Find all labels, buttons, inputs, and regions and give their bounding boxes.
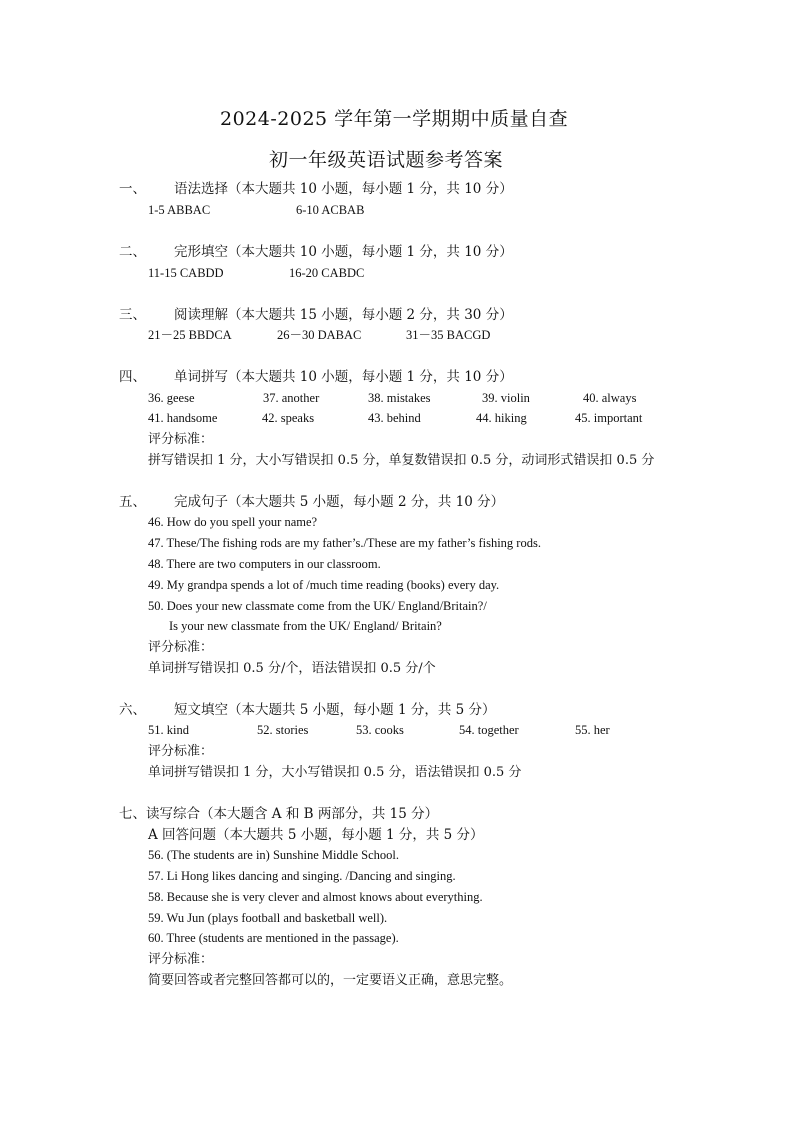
- sentence-answer: 49. My grandpa spends a lot of /much time reading (books) every day.: [148, 578, 500, 592]
- word-answer: 40. always: [583, 391, 637, 405]
- sentence-answer: 50. Does your new classmate come from the UK/ England/Britain?/: [148, 599, 487, 613]
- criteria-label: 评分标准：: [148, 432, 214, 447]
- word-answer: 54. together: [459, 723, 519, 737]
- section-1-answer: 1-5 ABBAC: [148, 203, 211, 217]
- section-3-answer: 31－35 BACGD: [406, 328, 491, 342]
- word-answer: 53. cooks: [356, 723, 404, 737]
- word-answer: 44. hiking: [476, 411, 527, 425]
- section-7-subheading: A 回答问题（本大题共 5 小题，每小题 1 分，共 5 分）: [148, 827, 484, 843]
- word-answer: 41. handsome: [148, 411, 218, 425]
- criteria-text: 单词拼写错误扣 0.5 分/个，语法错误扣 0.5 分/个: [148, 661, 436, 676]
- sentence-answer: 48. There are two computers in our classroom.: [148, 557, 381, 571]
- word-answer: 38. mistakes: [368, 391, 431, 405]
- criteria-text: 单词拼写错误扣 1 分，大小写错误扣 0.5 分，语法错误扣 0.5 分: [148, 765, 522, 780]
- section-5-number: 五、: [119, 494, 146, 510]
- criteria-label: 评分标准：: [148, 744, 214, 759]
- word-answer: 39. violin: [482, 391, 530, 405]
- section-3-answer: 26－30 DABAC: [277, 328, 362, 342]
- criteria-label: 评分标准：: [148, 952, 214, 967]
- section-3-number: 三、: [119, 307, 146, 323]
- section-2-answer: 11-15 CABDD: [148, 266, 224, 280]
- section-3-heading: 阅读理解（本大题共 15 小题，每小题 2 分，共 30 分）: [174, 307, 513, 323]
- sentence-answer: 46. How do you spell your name?: [148, 515, 318, 529]
- question-answer: 57. Li Hong likes dancing and singing. /Dancing and singing.: [148, 869, 456, 883]
- section-6-number: 六、: [119, 702, 146, 718]
- question-answer: 60. Three (students are mentioned in the passage).: [148, 931, 399, 945]
- section-6-heading: 短文填空（本大题共 5 小题，每小题 1 分，共 5 分）: [174, 702, 496, 718]
- document-subtitle: 初一年级英语试题参考答案: [269, 149, 504, 171]
- word-answer: 55. her: [575, 723, 610, 737]
- question-answer: 56. (The students are in) Sunshine Middle School.: [148, 848, 400, 862]
- word-answer: 43. behind: [368, 411, 421, 425]
- section-2-answer: 16-20 CABDC: [289, 266, 365, 280]
- sentence-answer: 47. These/The fishing rods are my father’s./These are my father’s fishing rods.: [148, 536, 541, 550]
- word-answer: 42. speaks: [262, 411, 315, 425]
- word-answer: 52. stories: [257, 723, 309, 737]
- question-answer: 59. Wu Jun (plays football and basketball well).: [148, 911, 388, 925]
- question-answer: 58. Because she is very clever and almost knows about everything.: [148, 890, 483, 904]
- word-answer: 51. kind: [148, 723, 189, 737]
- criteria-text: 简要回答或者完整回答都可以的，一定要语义正确，意思完整。: [148, 973, 513, 988]
- criteria-text: 拼写错误扣 1 分，大小写错误扣 0.5 分，单复数错误扣 0.5 分，动词形式错误扣 0.5 分: [148, 453, 655, 468]
- word-answer: 45. important: [575, 411, 643, 425]
- document-title: 2024-2025 学年第一学期期中质量自查: [220, 108, 569, 130]
- word-answer: 37. another: [263, 391, 320, 405]
- word-answer: 36. geese: [148, 391, 195, 405]
- section-5-heading: 完成句子（本大题共 5 小题，每小题 2 分，共 10 分）: [174, 494, 505, 510]
- section-1-number: 一、: [119, 181, 146, 197]
- section-2-number: 二、: [119, 244, 146, 260]
- criteria-label: 评分标准：: [148, 640, 214, 655]
- section-3-answer: 21－25 BBDCA: [148, 328, 232, 342]
- section-7-heading: 七、读写综合（本大题含 A 和 B 两部分，共 15 分）: [119, 806, 439, 822]
- section-2-heading: 完形填空（本大题共 10 小题，每小题 1 分，共 10 分）: [174, 244, 513, 260]
- section-1-heading: 语法选择（本大题共 10 小题，每小题 1 分，共 10 分）: [174, 181, 513, 197]
- section-1-answer: 6-10 ACBAB: [296, 203, 365, 217]
- sentence-answer: Is your new classmate from the UK/ England/ Britain?: [169, 619, 442, 633]
- section-4-heading: 单词拼写（本大题共 10 小题，每小题 1 分，共 10 分）: [174, 369, 513, 385]
- section-4-number: 四、: [119, 369, 146, 385]
